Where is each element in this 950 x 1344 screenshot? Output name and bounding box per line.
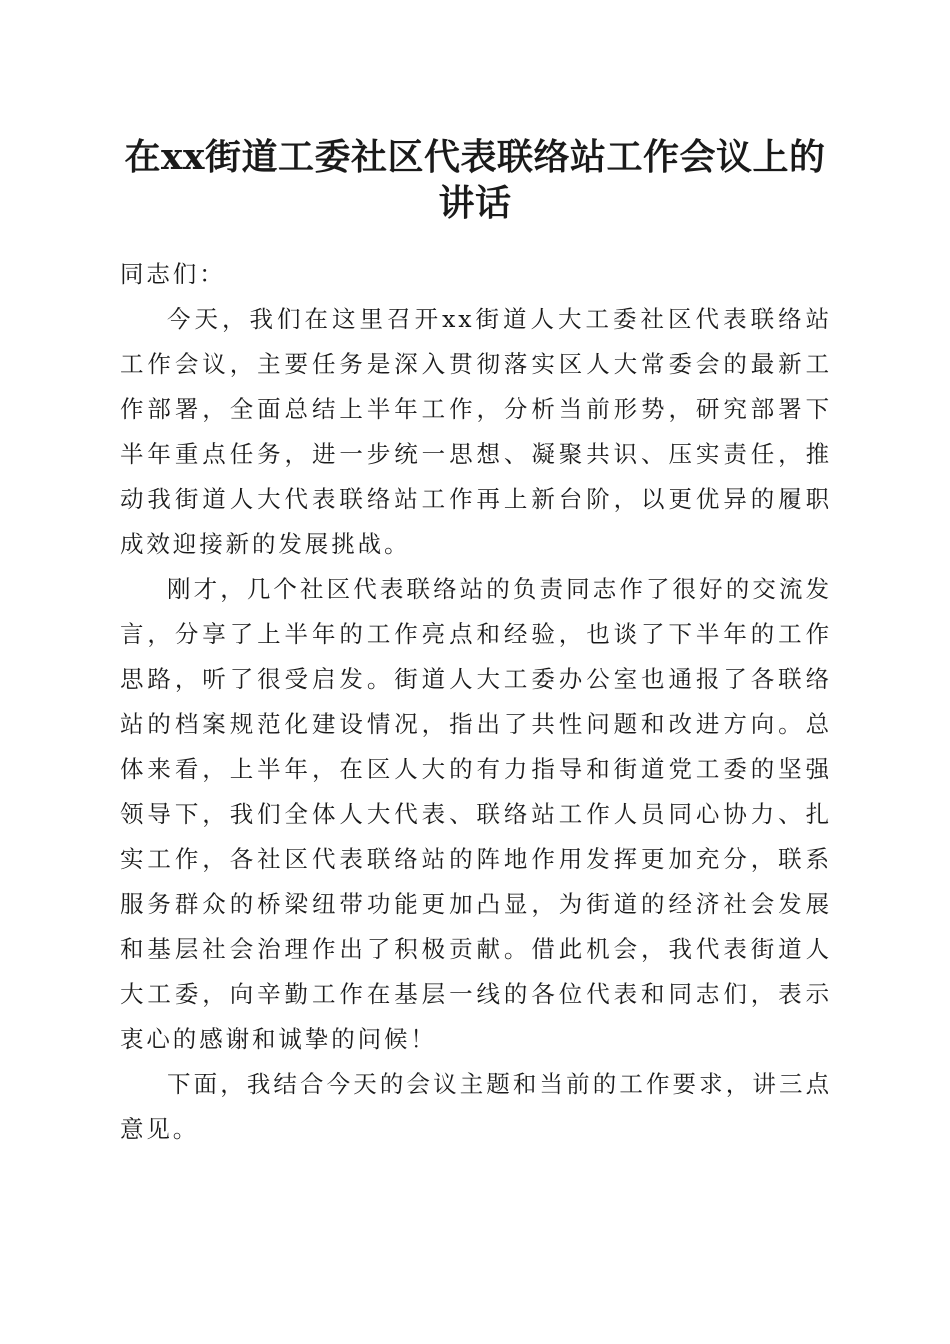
- document-body: [120, 252, 832, 1152]
- title-line-1: 在xx街道工委社区代表联络站工作会议上的: [124, 136, 826, 178]
- salutation: 同志们：: [120, 260, 226, 288]
- document-title: [100, 134, 850, 226]
- paragraph-review: 刚才，几个社区代表联络站的负责同志作了很好的交流发言，分享了上半年的工作亮点和经验，也谈了下半年的工作思路，听了很受启发。街道人大工委办公室也通报了各联络站的档案规范化建设情况，指出了共性问题和改进方向。总体来看，上半年，在区人大的有力指导和街道党工委的坚强领导下，我们全体人大代表、联络站工作人员同心协力、扎实工作，各社区代表联络站的阵地作用发挥更加充分，联系服务群众的桥梁纽带功能更加凸显，为街道的经济社会发展和基层社会治理作出了积极贡献。借此机会，我代表街道人大工委，向辛勤工作在基层一线的各位代表和同志们，表示衷心的感谢和诚挚的问候！: [120, 575, 832, 1053]
- title-line-2: 讲话: [438, 182, 512, 224]
- paragraph-transition: 下面，我结合今天的会议主题和当前的工作要求，讲三点意见。: [120, 1070, 832, 1143]
- paragraph-opening: 今天，我们在这里召开xx街道人大工委社区代表联络站工作会议，主要任务是深入贯彻落实区人大常委会的最新工作部署，全面总结上半年工作，分析当前形势，研究部署下半年重点任务，进一步统一思想、凝聚共识、压实责任，推动我街道人大代表联络站工作再上新台阶，以更优异的履职成效迎接新的发展挑战。: [120, 305, 832, 558]
